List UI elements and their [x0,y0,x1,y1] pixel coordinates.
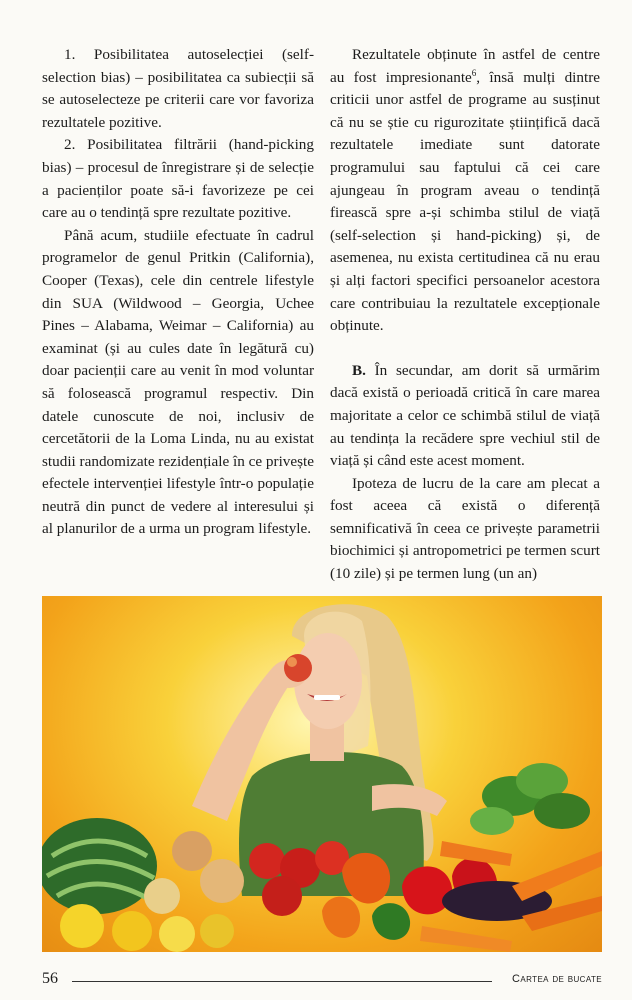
page-footer [42,968,602,992]
results-text-end: , însă mulți dintre criticii unor astfel de programe au susținut că nu se știe cu rigurozitate științifică dacă rezultatele imediate sunt datorate programului sau faptului că cei care ajungeau în program aveau o tendință firească spre a-și schimba stilul de viață (self-selection și hand-picking) și, de asemenea, nu exista certitudinea că nu erau și alți factori specifici persoanelor acestora care contribuiau la rezultatele excepționale obținute. [330,68,600,335]
footnote-ref: 6 [471,67,477,78]
section-letter-b: B. [352,361,366,379]
watermelon [42,818,157,914]
running-title: Cartea de bucate [512,973,602,985]
footer-rule [72,981,492,982]
paragraph-results [330,44,600,338]
left-text-column [42,44,314,541]
paragraph-hand-picking: 2. Posibilitatea filtrării (hand-picking bias) – procesul de înregistrare și de selecție a pacienților poate să-i favorizeze pe cei care au o tendință spre rezultate pozitive. [42,136,314,222]
critical-period-text: În secundar, am dorit să urmărim dacă există o perioadă critică în care marea majoritate a celor ce schimbă stilul de viață au tendința la recădere spre vechiul stil de viață și când este acest moment. [330,361,600,470]
woman-with-vegetables-photo [42,596,602,952]
paragraph-critical-period [330,360,600,473]
paragraph-self-selection: 1. Posibilitatea autoselecției (self-selection bias) – posibilitatea ca subiecții să se autoselecteze pe criterii care vor favoriza rezultatele pozitive. [42,46,314,131]
apple [284,654,312,682]
results-text-start: Rezultatele obținute în astfel de centre au fost impresionante [330,46,600,86]
page-number: 56 [42,970,58,987]
paragraph-hypothesis: Ipoteza de lucru de la care am plecat a fost aceea că există o diferență semnificativă în ceea ce privește parametrii biochimici și antropometrici pe termen scurt (10 zile) și pe termen lung (un an) [330,474,600,583]
paragraph-previous-studies: Până acum, studiile efectuate în cadrul programelor de genul Pritkin (California), Cooper (Texas), cele din centrele lifestyle din SUA (Wildwood – Georgia, Uchee Pines – Alabama, Weimar – California) au examinat (și au cules date în legătură cu) doar pacienții care au venit în mod voluntar să folosească programul respectiv. Din datele cunoscute de noi, inclusiv de cercetătorii de la Loma Linda, nu au existat studii randomizate rezidențiale în ce privește efectele intervenției lifestyle într-o populație neutră din punct de vedere al interesului și al planurilor de a urma un program lifestyle. [42,226,314,538]
right-text-column [330,44,600,586]
basil-leaves [470,763,590,835]
